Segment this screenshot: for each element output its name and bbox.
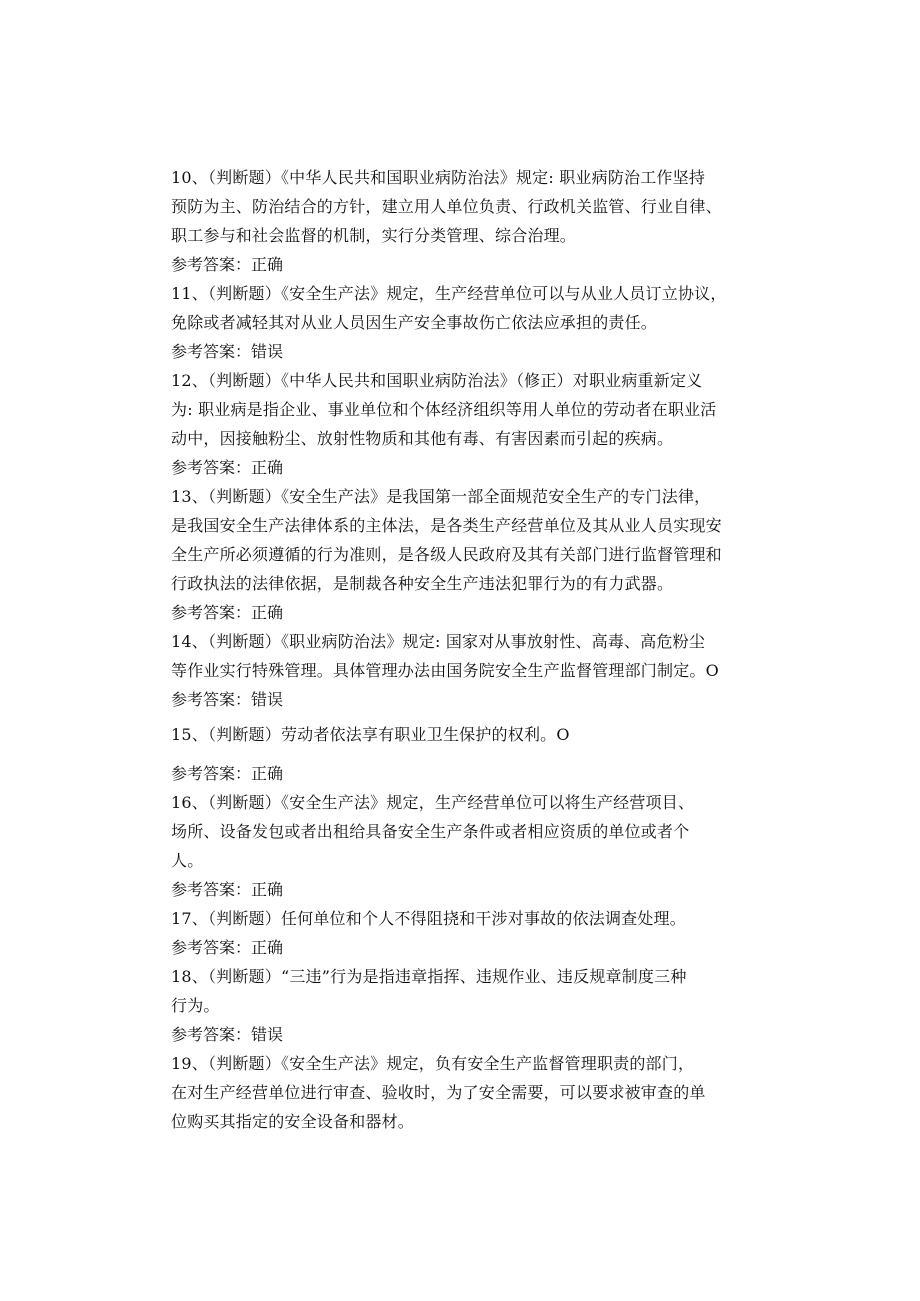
question-text-line: 全生产所必须遵循的行为准则，是各级人民政府及其有关部门进行监督管理和	[171, 545, 722, 564]
question-16	[171, 788, 751, 904]
question-text-line: 19、（判断题）《安全生产法》规定，负有安全生产监督管理职责的部门，	[171, 1054, 695, 1073]
reference-answer: 参考答案：错误	[171, 690, 284, 709]
question-text-line: 在对生产经营单位进行审查、验收时，为了安全需要，可以要求被审查的单	[171, 1083, 706, 1102]
question-text-line: 为: 职业病是指企业、事业单位和个体经济组织等用人单位的劳动者在职业活	[171, 400, 717, 419]
question-text-line: 13、（判断题）《安全生产法》是我国第一部全面规范安全生产的专门法律，	[171, 487, 711, 506]
reference-answer: 参考答案：错误	[171, 1025, 284, 1044]
reference-answer: 参考答案：正确	[171, 938, 284, 957]
question-text-line: 免除或者减轻其对从业人员因生产安全事故伤亡依法应承担的责任。	[171, 313, 658, 332]
question-text-line: 18、（判断题）“三违”行为是指违章指挥、违规作业、违反规章制度三种	[171, 967, 687, 986]
question-text-line: 15、（判断题）劳动者依法享有职业卫生保护的权利。O	[171, 725, 570, 744]
question-17	[171, 904, 751, 962]
question-text-line: 位购买其指定的安全设备和器材。	[171, 1112, 415, 1131]
question-text-line: 17、（判断题）任何单位和个人不得阻挠和干涉对事故的依法调查处理。	[171, 909, 686, 928]
question-text-line: 12、（判断题）《中华人民共和国职业病防治法》（修正）对职业病重新定义	[171, 371, 703, 390]
question-12	[171, 366, 751, 482]
question-19	[171, 1049, 751, 1136]
question-text-line: 14、（判断题）《职业病防治法》规定: 国家对从事放射性、高毒、高危粉尘	[171, 632, 706, 651]
question-text-line: 行为。	[171, 996, 220, 1015]
reference-answer: 参考答案：正确	[171, 255, 284, 274]
question-text-line: 16、（判断题）《安全生产法》规定，生产经营单位可以将生产经营项目、	[171, 793, 695, 812]
question-text-line: 10、（判断题）《中华人民共和国职业病防治法》规定: 职业病防治工作坚持	[171, 168, 706, 187]
question-text-line: 预防为主、防治结合的方针，建立用人单位负责、行政机关监管、行业自律、	[171, 197, 722, 216]
question-13	[171, 482, 751, 627]
question-18	[171, 962, 751, 1049]
question-text-line: 是我国安全生产法律体系的主体法，是各类生产经营单位及其从业人员实现安	[171, 516, 722, 535]
question-list	[171, 163, 751, 1136]
question-text-line: 11、（判断题）《安全生产法》规定，生产经营单位可以与从业人员订立协议，	[171, 284, 727, 303]
reference-answer: 参考答案：正确	[171, 603, 284, 622]
question-text-line: 行政执法的法律依据，是制裁各种安全生产违法犯罪行为的有力武器。	[171, 574, 674, 593]
question-14	[171, 627, 751, 714]
question-15	[171, 720, 751, 788]
question-text-line: 职工参与和社会监督的机制，实行分类管理、综合治理。	[171, 226, 577, 245]
reference-answer: 参考答案：正确	[171, 880, 284, 899]
spacer	[171, 749, 751, 759]
question-text-line: 人。	[171, 851, 204, 870]
question-text-line: 等作业实行特殊管理。具体管理办法由国务院安全生产监督管理部门制定。O	[171, 661, 719, 680]
question-text-line: 场所、设备发包或者出租给具备安全生产条件或者相应资质的单位或者个	[171, 822, 690, 841]
question-10	[171, 163, 751, 279]
reference-answer: 参考答案：正确	[171, 764, 284, 783]
reference-answer: 参考答案：错误	[171, 342, 284, 361]
question-text-line: 动中，因接触粉尘、放射性物质和其他有毒、有害因素而引起的疾病。	[171, 429, 674, 448]
reference-answer: 参考答案：正确	[171, 458, 284, 477]
question-11	[171, 279, 751, 366]
